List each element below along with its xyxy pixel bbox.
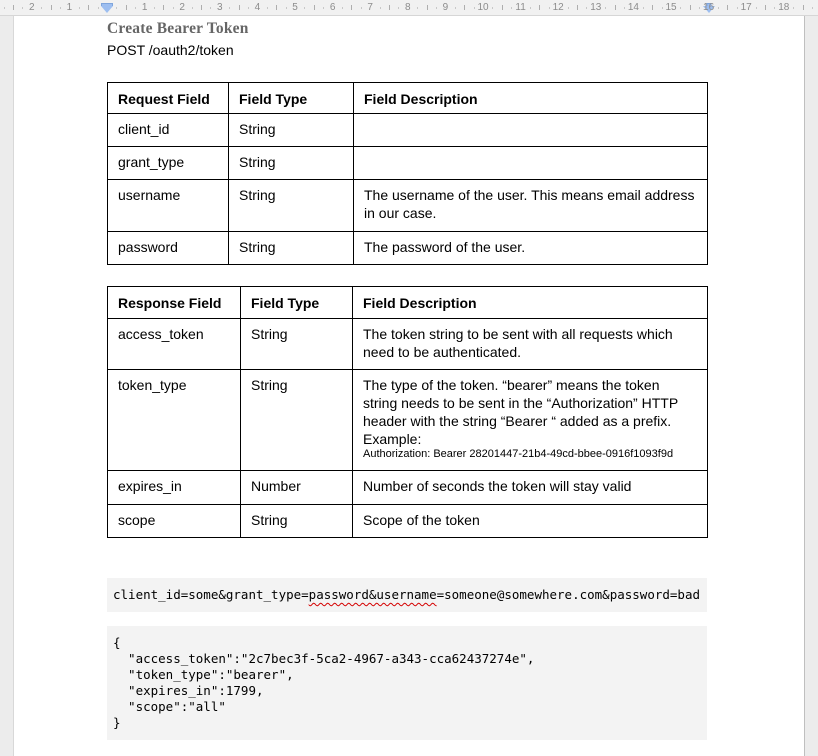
ruler-number: 7 bbox=[367, 2, 373, 13]
ruler-tick bbox=[652, 5, 653, 10]
ruler-tick bbox=[436, 7, 437, 9]
ruler-tick bbox=[455, 7, 456, 9]
field-type-cell[interactable]: String bbox=[229, 180, 354, 232]
ruler-tick bbox=[502, 5, 503, 10]
code-text: client_id=some&grant_type= bbox=[113, 587, 309, 602]
field-description-cell[interactable] bbox=[353, 370, 708, 471]
column-header-cell[interactable]: Request Field bbox=[108, 83, 229, 114]
ruler-tick bbox=[812, 7, 813, 9]
field-description-text: Scope of the token bbox=[363, 512, 480, 528]
response-fields-table[interactable] bbox=[107, 286, 708, 538]
column-header-cell[interactable]: Response Field bbox=[108, 287, 241, 319]
ruler-number: 15 bbox=[665, 2, 677, 13]
table-row bbox=[108, 319, 708, 370]
field-name-cell[interactable]: client_id bbox=[108, 114, 229, 147]
ruler-tick bbox=[60, 7, 61, 9]
ruler-tick bbox=[718, 7, 719, 9]
ruler-number: 18 bbox=[778, 2, 790, 13]
ruler-tick bbox=[803, 5, 804, 10]
field-type-cell[interactable]: String bbox=[229, 232, 354, 265]
field-description-text: The username of the user. This means email address in our case. bbox=[364, 187, 699, 221]
ruler-tick bbox=[314, 5, 315, 10]
request-fields-table[interactable] bbox=[107, 82, 708, 265]
field-name-cell[interactable]: expires_in bbox=[108, 471, 241, 505]
ruler-tick bbox=[210, 7, 211, 9]
table-row bbox=[108, 180, 708, 232]
code-line: "expires_in":1799, bbox=[113, 683, 264, 698]
ruler-tick bbox=[342, 7, 343, 9]
ruler-number: 1 bbox=[141, 2, 148, 13]
ruler-tick bbox=[351, 5, 352, 10]
ruler-number: 8 bbox=[405, 2, 411, 13]
ruler-number: 10 bbox=[477, 2, 489, 13]
ruler-tick bbox=[79, 7, 80, 9]
field-description-cell[interactable] bbox=[353, 471, 708, 505]
code-line: "access_token":"2c7bec3f-5ca2-4967-a343-cca62437274e", bbox=[113, 651, 535, 666]
field-name-cell[interactable]: password bbox=[108, 232, 229, 265]
field-description-cell[interactable] bbox=[353, 319, 708, 370]
field-description-cell[interactable] bbox=[354, 180, 708, 232]
ruler-number: 3 bbox=[217, 2, 223, 13]
field-type-cell[interactable]: String bbox=[229, 147, 354, 180]
field-name-cell[interactable]: token_type bbox=[108, 370, 241, 471]
ruler-tick bbox=[568, 7, 569, 9]
ruler-tick bbox=[662, 7, 663, 9]
ruler-tick bbox=[135, 7, 136, 9]
request-example-code-block[interactable] bbox=[107, 578, 707, 612]
ruler-number: 14 bbox=[627, 2, 639, 13]
ruler-tick bbox=[229, 7, 230, 9]
ruler-tick bbox=[643, 7, 644, 9]
ruler-tick bbox=[286, 7, 287, 9]
table-row bbox=[108, 471, 708, 505]
ruler-tick bbox=[577, 5, 578, 10]
field-description-text: The token string to be sent with all requests which need to be authenticated. bbox=[363, 326, 677, 360]
misspelled-code-text: password&username bbox=[308, 587, 437, 602]
ruler-tick bbox=[173, 7, 174, 9]
code-text: =someone@somewhere.com&password=bad bbox=[436, 587, 701, 602]
ruler-tick bbox=[737, 7, 738, 9]
ruler-tick bbox=[98, 7, 99, 9]
ruler-tick bbox=[417, 7, 418, 9]
ruler-tick bbox=[13, 5, 14, 10]
table-row bbox=[108, 370, 708, 471]
ruler-tick bbox=[793, 7, 794, 9]
column-header-cell[interactable]: Field Type bbox=[229, 83, 354, 114]
field-type-cell[interactable]: Number bbox=[241, 471, 353, 505]
code-line: "scope":"all" bbox=[113, 699, 226, 714]
ruler-tick bbox=[539, 5, 540, 10]
ruler-tick bbox=[690, 5, 691, 10]
field-description-text: The password of the user. bbox=[364, 239, 526, 255]
ruler-tick bbox=[276, 5, 277, 10]
ruler-tick bbox=[511, 7, 512, 9]
ruler-number: 13 bbox=[590, 2, 602, 13]
ruler-number: 1 bbox=[66, 2, 73, 13]
endpoint-line[interactable]: POST /oauth2/token bbox=[107, 42, 234, 58]
ruler-tick bbox=[192, 7, 193, 9]
ruler-tick bbox=[530, 7, 531, 9]
ruler-number: 4 bbox=[254, 2, 261, 13]
ruler-tick bbox=[41, 7, 42, 9]
field-description-cell[interactable] bbox=[354, 147, 708, 180]
section-heading[interactable]: Create Bearer Token bbox=[107, 20, 249, 37]
ruler-number: 12 bbox=[552, 2, 564, 13]
table-row bbox=[108, 114, 708, 147]
response-example-code-block[interactable] bbox=[107, 626, 707, 740]
ruler-tick bbox=[267, 7, 268, 9]
ruler-tick bbox=[51, 5, 52, 10]
code-line: { bbox=[113, 635, 121, 650]
field-type-cell[interactable]: String bbox=[241, 319, 353, 370]
indent-triangle-icon bbox=[101, 6, 113, 13]
ruler-tick bbox=[239, 5, 240, 10]
field-name-cell[interactable]: access_token bbox=[108, 319, 241, 370]
code-line: "token_type":"bearer", bbox=[113, 667, 294, 682]
ruler-tick bbox=[154, 7, 155, 9]
field-description-cell[interactable] bbox=[354, 114, 708, 147]
ruler-number: 11 bbox=[515, 2, 526, 13]
ruler-tick bbox=[163, 5, 164, 10]
field-type-cell[interactable]: String bbox=[241, 505, 353, 538]
ruler-number: 2 bbox=[29, 2, 35, 13]
field-description-example-text: Authorization: Bearer 28201447-21b4-49cd-bbee-0916f1093f9d bbox=[363, 448, 674, 460]
field-description-text: The type of the token. “bearer” means the token string needs to be sent in the “Authorization” HTTP header with the string “Bearer “ added as a prefix. Example: bbox=[363, 377, 678, 447]
code-line: } bbox=[113, 715, 121, 730]
field-type-cell[interactable]: String bbox=[241, 370, 353, 471]
ruler-tick bbox=[88, 5, 89, 10]
ruler-tick bbox=[380, 7, 381, 9]
ruler-tick bbox=[765, 5, 766, 10]
ruler-number: 5 bbox=[292, 2, 298, 13]
ruler-tick bbox=[756, 7, 757, 9]
ruler-tick bbox=[680, 7, 681, 9]
ruler-tick bbox=[605, 7, 606, 9]
field-description-cell[interactable] bbox=[354, 232, 708, 265]
field-description-text: Number of seconds the token will stay valid bbox=[363, 478, 632, 494]
table-row bbox=[108, 505, 708, 538]
ruler-tick bbox=[398, 7, 399, 9]
ruler-number: 9 bbox=[442, 2, 449, 13]
ruler-tick bbox=[361, 7, 362, 9]
ruler-tick bbox=[389, 5, 390, 10]
ruler-tick bbox=[4, 7, 5, 9]
ruler-tick bbox=[22, 7, 23, 9]
ruler-tick bbox=[586, 7, 587, 9]
ruler-tick bbox=[201, 5, 202, 10]
ruler-tick bbox=[304, 7, 305, 9]
ruler-number: 2 bbox=[179, 2, 185, 13]
ruler-tick bbox=[474, 7, 475, 9]
ruler-tick bbox=[427, 5, 428, 10]
ruler-tick bbox=[323, 7, 324, 9]
column-header-cell[interactable]: Field Description bbox=[353, 287, 708, 319]
left-indent-marker[interactable] bbox=[101, 0, 113, 16]
ruler-tick bbox=[126, 5, 127, 10]
ruler-number: 17 bbox=[740, 2, 752, 13]
ruler-tick bbox=[699, 7, 700, 9]
ruler-number: 6 bbox=[329, 2, 336, 13]
field-type-cell[interactable]: String bbox=[229, 114, 354, 147]
field-name-cell[interactable]: grant_type bbox=[108, 147, 229, 180]
ruler-tick bbox=[248, 7, 249, 9]
horizontal-ruler[interactable] bbox=[0, 0, 818, 16]
ruler-tick bbox=[492, 7, 493, 9]
column-header-cell[interactable]: Field Description bbox=[354, 83, 708, 114]
ruler-tick bbox=[727, 5, 728, 10]
ruler-number: 16 bbox=[703, 2, 715, 13]
field-description-cell[interactable] bbox=[353, 505, 708, 538]
ruler-tick bbox=[549, 7, 550, 9]
ruler-tick bbox=[615, 5, 616, 10]
table-row bbox=[108, 147, 708, 180]
table-row bbox=[108, 232, 708, 265]
field-name-cell[interactable]: scope bbox=[108, 505, 241, 538]
ruler-tick bbox=[116, 7, 117, 9]
ruler-tick bbox=[774, 7, 775, 9]
document-page[interactable] bbox=[13, 16, 805, 756]
field-name-cell[interactable]: username bbox=[108, 180, 229, 232]
ruler-tick bbox=[624, 7, 625, 9]
column-header-cell[interactable]: Field Type bbox=[241, 287, 353, 319]
ruler-tick bbox=[464, 5, 465, 10]
